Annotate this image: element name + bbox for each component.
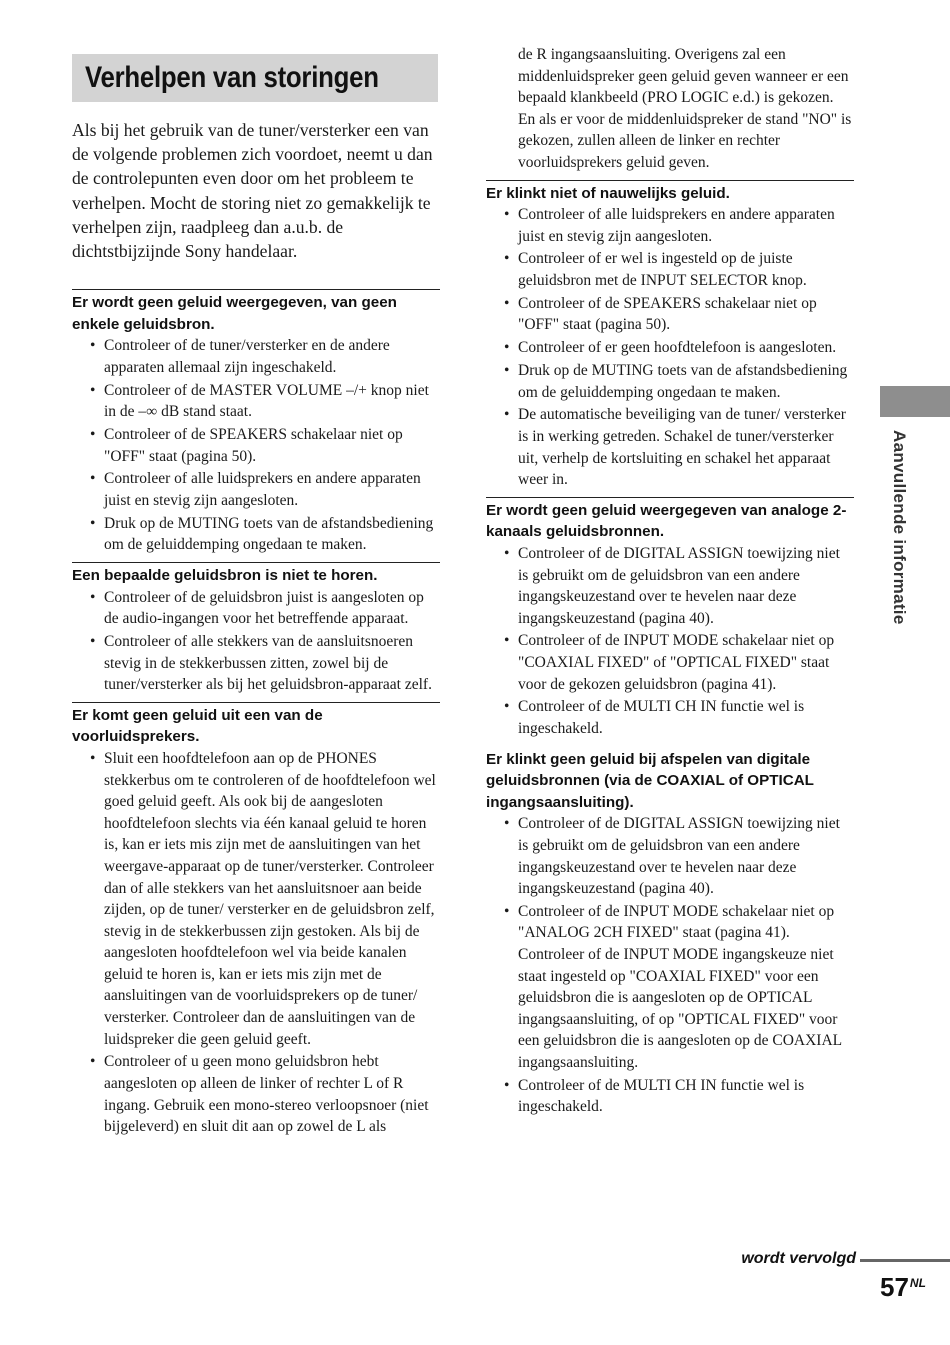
bullet-marker: • (504, 1076, 510, 1094)
section-no-sound-any-source (72, 289, 440, 556)
bullet-marker: • (504, 815, 510, 833)
list-item: • Controleer of alle luidsprekers en andere apparaten juist en stevig zijn aangesloten. (90, 470, 421, 509)
bullet-marker: • (90, 749, 96, 767)
list-item: • Druk op de MUTING toets van de afstandsbediening om de geluiddemping ongedaan te maken. (90, 514, 434, 554)
list-item: • Controleer of de SPEAKERS schakelaar niet op "OFF" staat (pagina 50). (504, 294, 817, 334)
section-tab-marker (880, 386, 950, 417)
list-item: • Controleer of alle luidsprekers en andere apparaten juist en stevig zijn aangesloten. (504, 206, 835, 245)
bullet-marker: • (504, 339, 510, 357)
right-column (486, 44, 854, 1119)
list-item: • Controleer of de DIGITAL ASSIGN toewijzing niet is gebruikt om de geluidsbron van een andere ingangskeuzestand over te hevelen naar deze ingangskeuzestand (pagina 40). (504, 544, 840, 627)
section-front-speaker-silent (72, 702, 440, 1138)
list-item: • Controleer of de MULTI CH IN functie wel is ingeschakeld. (504, 698, 805, 738)
bullet-marker: • (90, 337, 96, 355)
list-item: • Controleer of de MASTER VOLUME –/+ knop niet in de –∞ dB stand staat. (90, 381, 429, 421)
section-heading: Er klinkt geen geluid bij afspelen van digitale geluidsbronnen (via de COAXIAL of OPTICAL ingangsaansluiting). (486, 750, 814, 811)
list-item: • Sluit een hoofdtelefoon aan op de PHONES stekkerbus om te controleren of de hoofdtelefoon wel goed geluid geeft. Als ook bij de aangesloten hoofdtelefoon slechts via één kanaal geluid te horen is, kan er iets mis zijn met de aansluitingen van het weergave-apparaat op de tuner/versterker. Controleer dan of alle stekkers van het aansluitsnoer aan beide zijden, op de tuner/ versterker en de geluidsbron zelf, stevig in de stekkerbussen zijn gestoken. Als bij de aangesloten hoofdtelefoon wel via beide kanalen geluid te horen is, kan er iets mis zijn met de aansluitingen van de voorluidsprekers op de tuner/ versterker. Controleer dan de aansluitingen van de luidspreker die geen geluid geeft. (90, 749, 436, 1048)
list-item: • Controleer of de INPUT MODE schakelaar niet op "ANALOG 2CH FIXED" staat (pagina 41). Controleer of de INPUT MODE ingangskeuze niet staat ingesteld op "COAXIAL FIXED" voor een geluidsbron die is aangesloten op de OPTICAL ingangsaansluiting, of op "OPTICAL FIXED" voor een geluidsbron die is aangesloten op de COAXIAL ingangsaansluiting. (504, 902, 842, 1072)
list-item: • Controleer of er wel is ingesteld op de juiste geluidsbron met de INPUT SELECTOR knop. (504, 250, 807, 290)
list-item: • De automatische beveiliging van de tuner/ versterker is in werking getreden. Schakel de tuner/versterker uit, verhelp de kortsluiting en schakel het apparaat weer in. (504, 406, 846, 489)
page-number-suffix: NL (909, 1276, 926, 1290)
section-analog-2ch-no-sound (486, 497, 854, 740)
bullet-marker: • (504, 698, 510, 716)
list-item: • Controleer of de INPUT MODE schakelaar niet op "COAXIAL FIXED" of "OPTICAL FIXED" staat voor de gekozen geluidsbron (pagina 41). (504, 632, 835, 693)
list-item: • Controleer of u geen mono geluidsbron hebt aangesloten op alleen de linker of rechter L of R ingang. Gebruik een mono-stereo verloopsnoer (niet bijgeleverd) en sluit dit aan op zowel de L als (90, 1053, 429, 1136)
bullet-list (486, 543, 854, 740)
section-heading: Er wordt geen geluid weergegeven van analoge 2-kanaals geluidsbronnen. (486, 497, 854, 543)
bullet-list (72, 587, 440, 696)
bullet-marker: • (504, 294, 510, 312)
section-heading: Er wordt geen geluid weergegeven, van geen enkele geluidsbron. (72, 289, 440, 335)
title-box (72, 54, 438, 102)
list-item: • Druk op de MUTING toets van de afstandsbediening om de geluiddemping ongedaan te maken. (504, 361, 848, 401)
list-item: • Controleer of de MULTI CH IN functie wel is ingeschakeld. (504, 1076, 805, 1116)
continued-paragraph: de R ingangsaansluiting. Overigens zal een middenluidspreker geen geluid geven wanneer er een bepaald klankbeeld (PRO LOGIC e.d.) is gekozen. En als er voor de middenluidspreker de stand "NO" is gekozen, zullen alleen de linker en rechter voorluidsprekers geluid geven. (518, 46, 852, 171)
continued-line (860, 1259, 950, 1262)
list-item: • Controleer of de tuner/versterker en de andere apparaten allemaal zijn ingeschakeld. (90, 337, 390, 376)
bullet-marker: • (90, 1053, 96, 1071)
list-item: • Controleer of er geen hoofdtelefoon is aangesloten. (486, 337, 854, 359)
bullet-list (486, 204, 854, 491)
bullet-marker: • (90, 588, 96, 606)
list-item: • Controleer of de SPEAKERS schakelaar niet op "OFF" staat (pagina 50). (90, 425, 403, 465)
bullet-marker: • (504, 206, 510, 224)
section-heading: Er klinkt niet of nauwelijks geluid. (486, 180, 854, 205)
bullet-marker: • (90, 381, 96, 399)
bullet-marker: • (504, 406, 510, 424)
intro-paragraph: Als bij het gebruik van de tuner/versterker een van de volgende problemen zich voordoet, neemt u dan de controlepunten even door om het probleem te verhelpen. Mocht de storing niet zo gemakkelijk te verhelpen zijn, raadpleeg dan a.u.b. de dichtstbijzijnde Sony handelaar. (72, 120, 433, 262)
bullet-marker: • (90, 425, 96, 443)
continued-indicator (700, 1250, 950, 1272)
bullet-marker: • (90, 514, 96, 532)
list-item: • Controleer of de DIGITAL ASSIGN toewijzing niet is gebruikt om de geluidsbron van een andere ingangskeuzestand over te hevelen naar deze ingangskeuzestand (pagina 40). (504, 815, 840, 898)
bullet-marker: • (504, 632, 510, 650)
left-column (72, 54, 440, 1139)
section-heading: Een bepaalde geluidsbron is niet te horen. (72, 562, 440, 587)
bullet-marker: • (504, 544, 510, 562)
section-source-not-heard (72, 562, 440, 696)
list-item: • Controleer of de geluidsbron juist is aangesloten op de audio-ingangen voor het betreffende apparaat. (90, 588, 424, 628)
section-little-or-no-sound (486, 180, 854, 491)
continued-text: wordt vervolgd (741, 1250, 856, 1267)
side-section-label: Aanvullende informatie (890, 430, 909, 625)
page-number-value: 57 (880, 1272, 909, 1302)
bullet-marker: • (90, 632, 96, 650)
bullet-marker: • (504, 361, 510, 379)
bullet-list (72, 748, 440, 1138)
section-digital-no-sound (486, 747, 854, 1118)
page-number (880, 1272, 926, 1303)
bullet-list (486, 813, 854, 1118)
section-heading: Er komt geen geluid uit een van de voorluidsprekers. (72, 702, 440, 748)
list-item: • Controleer of alle stekkers van de aansluitsnoeren stevig in de stekkerbussen zitten, zowel bij de tuner/versterker als bij het geluidsbron-apparaat zelf. (90, 632, 432, 694)
bullet-marker: • (90, 470, 96, 488)
bullet-marker: • (504, 250, 510, 268)
bullet-list (72, 335, 440, 556)
bullet-marker: • (504, 902, 510, 920)
page-title: Verhelpen van storingen (85, 61, 379, 94)
